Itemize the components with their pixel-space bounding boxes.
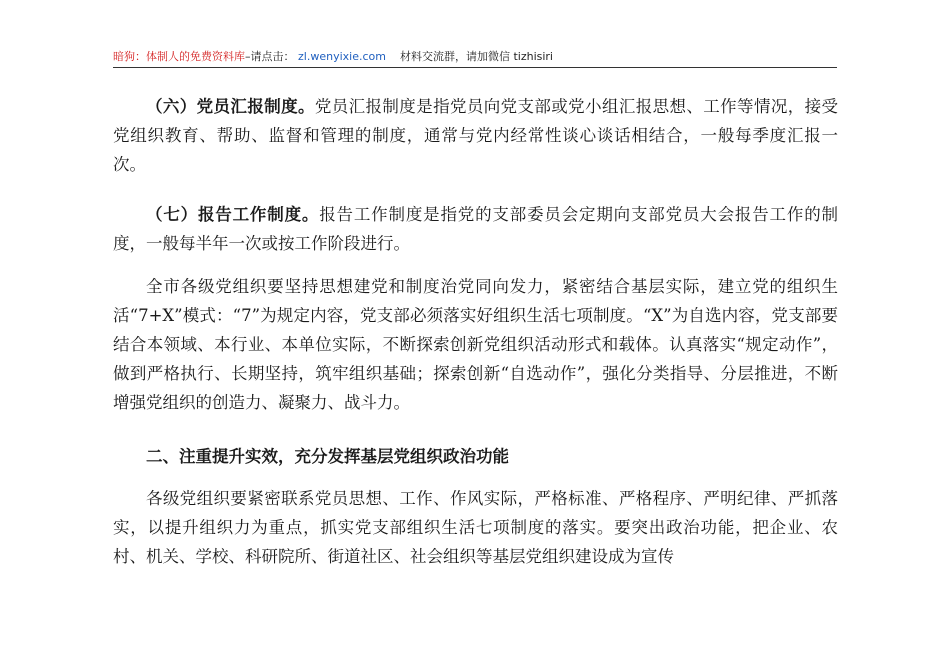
paragraph-text: 报告工作制度是指党的支部委员会定期向支部党员大会报告工作的制度，一般每半年一次或按工作阶段进行。 — [113, 205, 839, 253]
paragraph-party-member-report — [113, 92, 838, 179]
header-site-name: 暗狗：体制人的免费资料库 — [113, 50, 245, 63]
header-prompt: –请点击： — [245, 50, 295, 63]
page-header — [113, 48, 837, 66]
header-contact: 材料交流群，请加微信 tizhisiri — [399, 50, 553, 63]
header-divider — [113, 67, 837, 68]
paragraph-work-report — [113, 200, 838, 258]
paragraph-7x-mode: 全市各级党组织要坚持思想建党和制度治党同向发力，紧密结合基层实际，建立党的组织生活“7+X”模式：“7”为规定内容，党支部必须落实好组织生活七项制度。“X”为自选内容，党支部要结合本领域、本行业、本单位实际，不断探索创新党组织活动形式和载体。认真落实“规定动作”，做到严格执行、长期坚持，筑牢组织基础；探索创新“自选动作”，强化分类指导、分层推进，不断增强党组织的创造力、凝聚力、战斗力。 — [113, 277, 838, 412]
section-heading: 二、注重提升实效，充分发挥基层党组织政治功能 — [146, 447, 509, 466]
paragraph-lead: （六）党员汇报制度。 — [146, 97, 315, 116]
paragraph-lead: （七）报告工作制度。 — [146, 205, 320, 224]
header-link[interactable]: zl.wenyixie.com — [298, 50, 386, 63]
paragraph-text: 党员汇报制度是指党员向党支部或党小组汇报思想、工作等情况，接受党组织教育、帮助、监督和管理的制度，通常与党内经常性谈心谈话相结合，一般每季度汇报一次。 — [113, 97, 838, 174]
paragraph-political-function: 各级党组织要紧密联系党员思想、工作、作风实际，严格标准、严格程序、严明纪律、严抓落实，以提升组织力为重点，抓实党支部组织生活七项制度的落实。要突出政治功能，把企业、农村、机关、学校、科研院所、街道社区、社会组织等基层党组织建设成为宣传 — [113, 489, 838, 566]
